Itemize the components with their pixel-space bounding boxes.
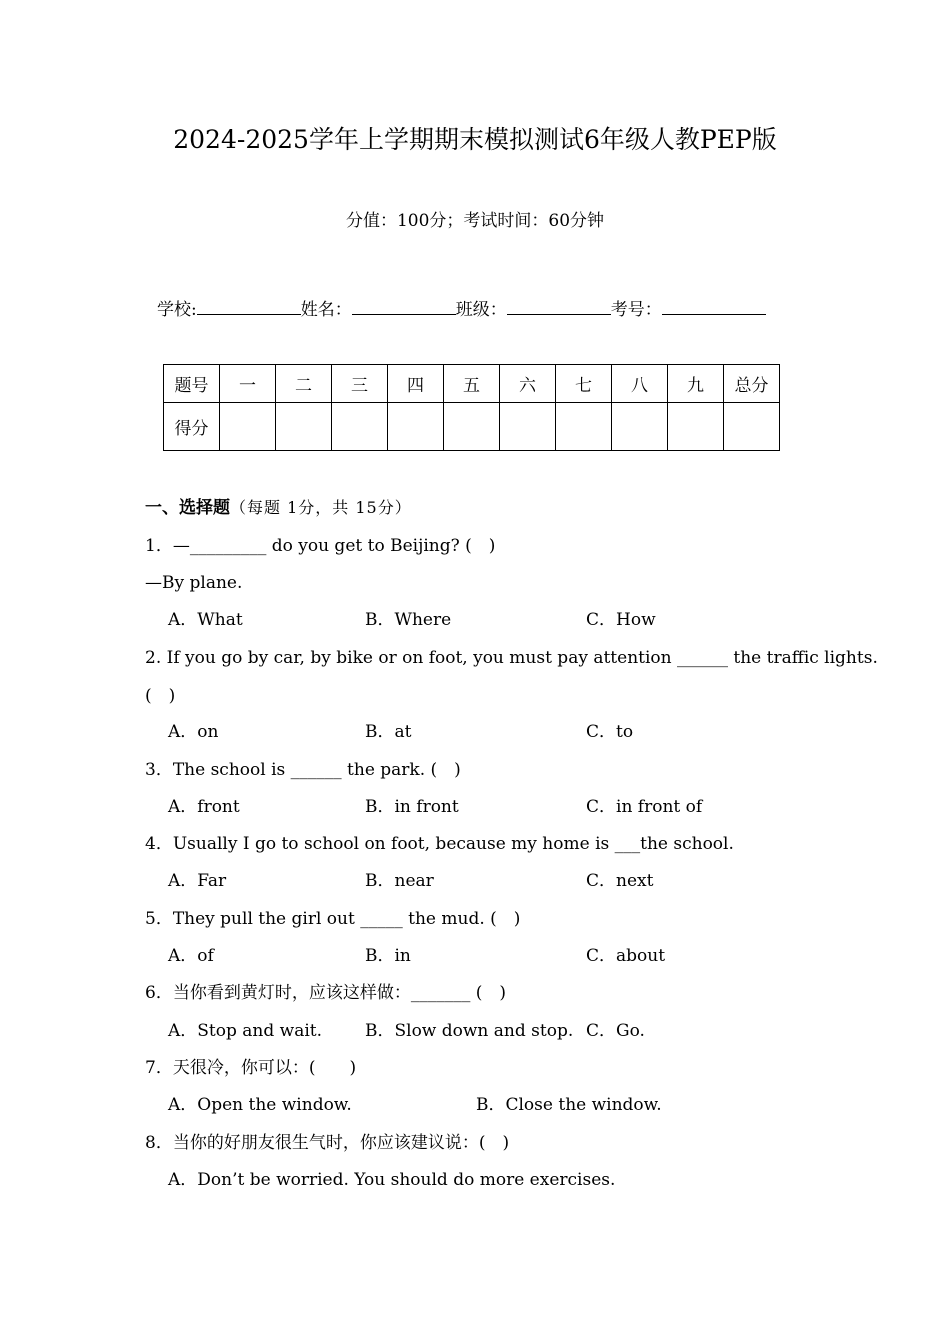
question-7-stem: 7．天很冷，你可以：( ) — [145, 1058, 357, 1078]
question-4-option-b[interactable]: B．near — [365, 871, 434, 891]
score-table-score-row — [164, 403, 780, 451]
question-3-option-c[interactable]: C．in front of — [586, 797, 703, 817]
score-table-header-cell: 题号 — [164, 365, 220, 403]
question-2-option-c[interactable]: C．to — [586, 722, 634, 742]
question-3-stem: 3．The school is ______ the park. ( ) — [145, 760, 461, 780]
question-8-stem: 8．当你的好朋友很生气时，你应该建议说：( ) — [145, 1133, 510, 1153]
score-row-label: 得分 — [164, 403, 220, 451]
school-label: 学校: — [157, 300, 197, 320]
question-6-option-a[interactable]: A．Stop and wait. — [168, 1021, 323, 1041]
question-6-option-c[interactable]: C．Go. — [586, 1021, 645, 1041]
question-1-stem-2: —By plane. — [145, 573, 243, 593]
question-7-option-a[interactable]: A．Open the window. — [168, 1095, 352, 1115]
score-table-header-cell: 五 — [444, 365, 500, 403]
score-table-header-cell: 六 — [500, 365, 556, 403]
class-label: 班级： — [455, 300, 507, 320]
score-cell[interactable] — [500, 403, 556, 451]
score-table-header-row — [164, 365, 780, 403]
exam-no-label: 考号： — [610, 300, 662, 320]
question-5-option-c[interactable]: C．about — [586, 946, 666, 966]
question-1-option-b[interactable]: B．Where — [365, 610, 452, 630]
question-2-option-a[interactable]: A．on — [168, 722, 219, 742]
score-table-header-cell: 二 — [276, 365, 332, 403]
section-1-heading — [145, 495, 412, 521]
question-5-stem: 5．They pull the girl out _____ the mud. ( ) — [145, 909, 521, 929]
score-table — [163, 364, 780, 451]
score-table-header-cell: 八 — [612, 365, 668, 403]
question-4-option-c[interactable]: C．next — [586, 871, 654, 891]
score-cell[interactable] — [724, 403, 780, 451]
score-cell[interactable] — [276, 403, 332, 451]
score-cell[interactable] — [220, 403, 276, 451]
school-blank[interactable] — [197, 296, 301, 315]
question-2-option-b[interactable]: B．at — [365, 722, 412, 742]
question-3-option-a[interactable]: A．front — [168, 797, 240, 817]
question-6-stem: 6．当你看到黄灯时，应该这样做：_______ ( ) — [145, 983, 506, 1003]
section-1-title: 一、选择题 — [145, 498, 230, 518]
question-7-option-b[interactable]: B．Close the window. — [476, 1095, 662, 1115]
score-table-header-cell: 九 — [668, 365, 724, 403]
question-5-option-b[interactable]: B．in — [365, 946, 411, 966]
score-table-header-cell: 总分 — [724, 365, 780, 403]
score-cell[interactable] — [444, 403, 500, 451]
question-1-option-a[interactable]: A．What — [168, 610, 243, 630]
exam-subtitle: 分值：100分；考试时间：60分钟 — [345, 211, 605, 231]
score-cell[interactable] — [612, 403, 668, 451]
exam-title: 2024-2025学年上学期期末模拟测试6年级人教PEP版 — [173, 125, 777, 154]
score-table-header-cell: 四 — [388, 365, 444, 403]
question-2-stem-2: ( ) — [145, 686, 176, 706]
class-blank[interactable] — [507, 296, 611, 315]
exam-no-blank[interactable] — [662, 296, 766, 315]
question-1-stem: 1．—_________ do you get to Beijing? ( ) — [145, 536, 496, 556]
name-blank[interactable] — [352, 296, 456, 315]
question-2-stem: 2. If you go by car, by bike or on foot, you must pay attention ______ the traffic lights. — [145, 648, 878, 668]
question-4-option-a[interactable]: A．Far — [168, 871, 227, 891]
question-8-option-a[interactable]: A．Don’t be worried. You should do more exercises. — [168, 1170, 616, 1190]
score-cell[interactable] — [668, 403, 724, 451]
score-table-header-cell: 一 — [220, 365, 276, 403]
score-table-header-cell: 七 — [556, 365, 612, 403]
score-table-header-cell: 三 — [332, 365, 388, 403]
score-cell[interactable] — [332, 403, 388, 451]
question-5-option-a[interactable]: A．of — [168, 946, 214, 966]
name-label: 姓名： — [300, 300, 352, 320]
question-1-option-c[interactable]: C．How — [586, 610, 656, 630]
score-cell[interactable] — [556, 403, 612, 451]
student-info-line — [157, 296, 766, 323]
score-cell[interactable] — [388, 403, 444, 451]
section-1-note: （每题 1分，共 15分） — [230, 498, 412, 517]
question-3-option-b[interactable]: B．in front — [365, 797, 459, 817]
question-6-option-b[interactable]: B．Slow down and stop. — [365, 1021, 574, 1041]
question-4-stem: 4．Usually I go to school on foot, because my home is ___the school. — [145, 834, 734, 854]
